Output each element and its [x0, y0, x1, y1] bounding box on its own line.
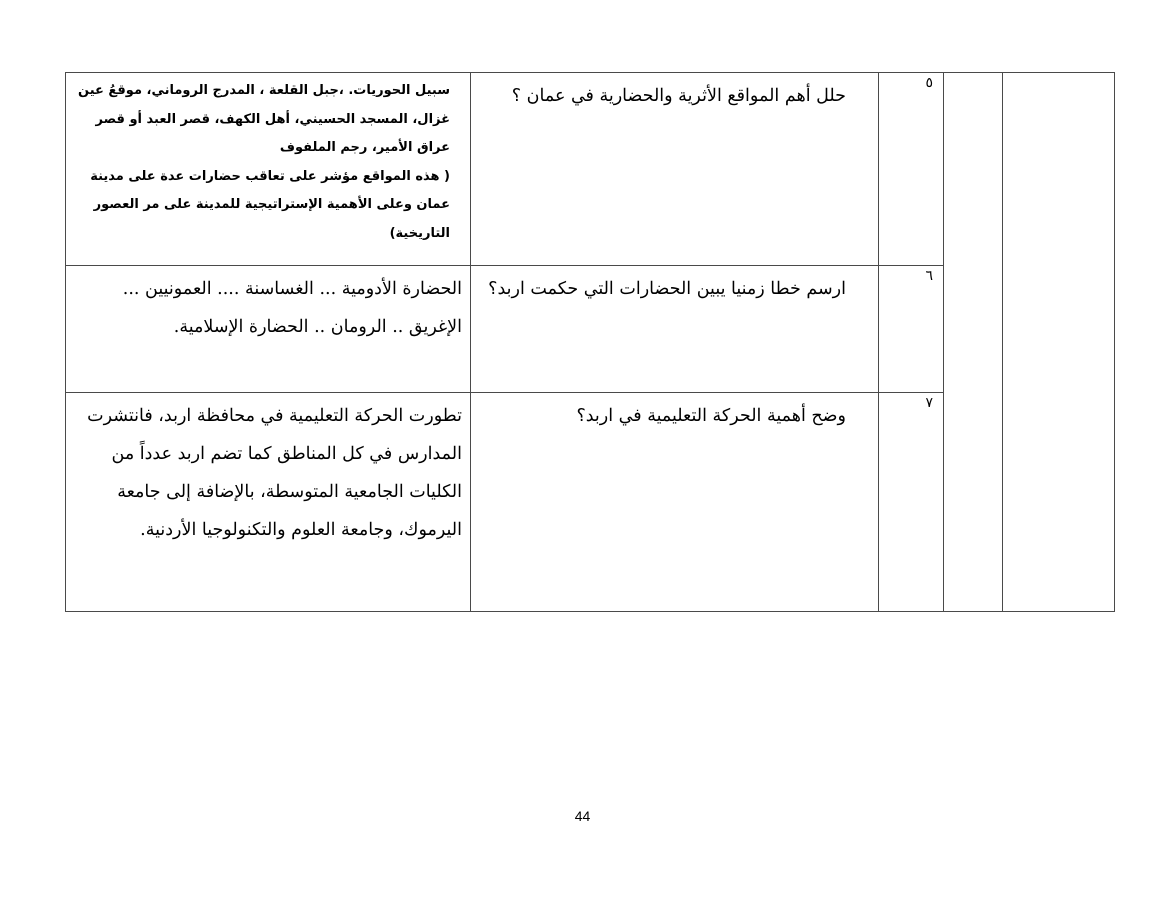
question-number: ٧ — [925, 395, 933, 411]
answer-line: الكليات الجامعية المتوسطة، بالإضافة إلى جامعة — [117, 482, 462, 502]
answer-text — [66, 393, 470, 549]
page-number: 44 — [574, 808, 591, 824]
question-number: ٦ — [925, 268, 933, 284]
worksheet-table — [65, 72, 1115, 612]
question-cell — [471, 266, 879, 393]
answer-cell — [66, 266, 471, 393]
answer-line: المدارس في كل المناطق كما تضم اربد عدداً من — [111, 444, 462, 464]
answer-text — [66, 73, 470, 248]
answer-text — [66, 266, 470, 346]
answer-cell — [66, 73, 471, 266]
number-cell — [879, 73, 944, 266]
answer-line: الحضارة الأدومية ... الغساسنة .... العمونيين ... — [122, 279, 462, 299]
answer-line: غزال، المسجد الحسيني، أهل الكهف، قصر العبد أو قصر — [95, 111, 450, 127]
answer-line: الإغريق .. الرومان .. الحضارة الإسلامية. — [173, 317, 462, 337]
answer-cell — [66, 393, 471, 612]
question-cell — [471, 73, 879, 266]
question-text: وضح أهمية الحركة التعليمية في اربد؟ — [576, 406, 846, 426]
answer-line: عراق الأمير، رجم الملفوف — [279, 140, 450, 155]
question-number: ٥ — [925, 75, 933, 91]
answer-line: تطورت الحركة التعليمية في محافظة اربد، فانتشرت — [87, 406, 462, 426]
empty-cell — [1003, 73, 1115, 612]
table-row — [66, 73, 1115, 266]
question-text: حلل أهم المواقع الأثرية والحضارية في عمان ؟ — [511, 86, 846, 106]
answer-line: ( هذه المواقع مؤشر على تعاقب حضارات عدة على مدينة — [90, 168, 450, 184]
empty-cell — [944, 73, 1003, 612]
answer-line: عمان وعلى الأهمية الإستراتيجية للمدينة على مر العصور — [93, 197, 450, 212]
number-cell — [879, 393, 944, 612]
number-cell — [879, 266, 944, 393]
answer-line: التاريخية) — [389, 225, 450, 241]
question-cell — [471, 393, 879, 612]
question-text: ارسم خطا زمنيا يبين الحضارات التي حكمت اربد؟ — [488, 279, 846, 299]
answer-line: سبيل الحوريات. ،جبل القلعة ، المدرج الروماني، موقعُ عين — [78, 83, 450, 98]
answer-line: اليرموك، وجامعة العلوم والتكنولوجيا الأردنية. — [140, 520, 462, 540]
